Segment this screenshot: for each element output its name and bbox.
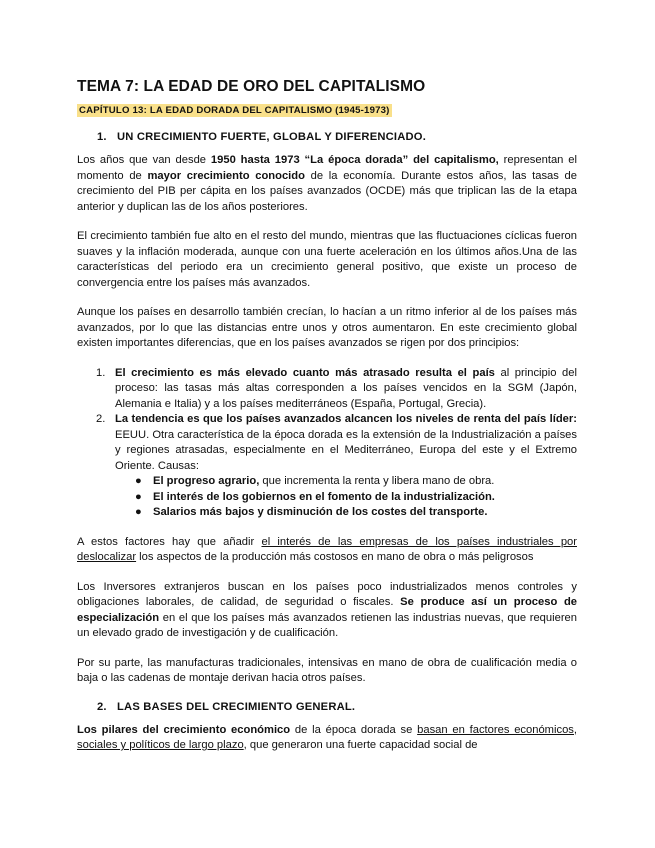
chapter-subtitle: CAPÍTULO 13: LA EDAD DORADA DEL CAPITALISMO (1945-1973)	[79, 105, 390, 116]
text-run: representan el momento de	[77, 154, 577, 182]
list-number: 1.	[96, 366, 106, 379]
section-title: UN CRECIMIENTO FUERTE, GLOBAL Y DIFERENCIADO.	[117, 131, 427, 143]
bold-run: Se produce así un proceso de especialización	[77, 596, 578, 624]
text-run: A estos factores hay que añadir	[77, 535, 262, 548]
document-title: TEMA 7: LA EDAD DE ORO DEL CAPITALISMO	[77, 78, 426, 95]
paragraph-2: El crecimiento también fue alto en el resto del mundo, mientras que las fluctuaciones cíclicas fueron suaves y la inflación moderada, aunque con una fuerte aceleración en los últimos años.Una de las características del periodo era un crecimiento general positivo, que existe un proceso de convergencia entre los países más avanzados.	[77, 230, 577, 289]
text-run: , que generaron una fuerte capacidad social de	[243, 739, 478, 751]
paragraph-4	[77, 535, 577, 566]
bold-run: 1950 hasta 1973 “La época dorada” del capitalismo,	[210, 154, 499, 166]
bullet-icon: ●	[135, 475, 142, 487]
paragraph-1	[77, 153, 577, 215]
bold-run: Salarios más bajos y disminución de los costes del transporte.	[153, 506, 488, 518]
paragraph-5	[77, 580, 577, 642]
section-title: LAS BASES DEL CRECIMIENTO GENERAL.	[117, 700, 356, 713]
underlined-run: el interés de las empresas de los países industriales por	[261, 535, 577, 548]
paragraph-7	[77, 723, 577, 754]
text-run: de la economía. Durante estos años, las tasas de crecimiento del PIB per cápita en los países avanzados (OCDE) más que triplican las de la etapa anterior y duplican las de los años posteriores.	[77, 169, 577, 213]
text-run: Los Inversores extranjeros buscan en los países poco industrializados menos controles y obligaciones laborales, de calidad, de seguridad o fiscales.	[77, 580, 577, 608]
bold-run: El interés de los gobiernos en el fomento de la industrialización.	[153, 490, 495, 503]
section-number: 2.	[97, 700, 107, 713]
text-run: de la época dorada se	[290, 723, 418, 736]
list-number: 2.	[96, 413, 106, 425]
principles-list	[77, 366, 577, 521]
bullet-icon: ●	[135, 506, 142, 518]
section-heading-2	[77, 701, 577, 713]
underlined-run: basan en factores económicos, sociales y políticos de largo plazo	[77, 723, 578, 751]
text-run: en el que los países más avanzados retienen las industrias nuevas, que requieren un elevado grado de investigación y de cualificación.	[77, 611, 577, 639]
bold-run: Los pilares del crecimiento económico	[77, 723, 291, 736]
paragraph-6: Por su parte, las manufacturas tradicionales, intensivas en mano de obra de cualificación media o baja o las cadenas de montaje derivan hacia otros países.	[77, 656, 577, 684]
text-run: Los años que van desde	[77, 154, 211, 166]
list-item	[77, 366, 577, 413]
text-run: EEUU. Otra característica de la época dorada es la extensión de la Industrialización a países y regiones atrasadas, especialmente en el Mediterráneo, Europa del este y el Extremo Oriente. Causas:	[115, 428, 577, 472]
bullet-item	[115, 490, 577, 506]
bold-run: mayor crecimiento conocido	[147, 169, 305, 182]
bullet-icon: ●	[135, 490, 142, 503]
text-run: al principio del proceso: las tasas más altas corresponden a los países vencidos en la SGM (Japón, Alemania e Italia) y a los países mediterráneos (España, Portugal, Grecia).	[115, 366, 577, 410]
bold-run: El progreso agrario,	[153, 475, 260, 487]
list-item	[77, 412, 577, 521]
text-run: los aspectos de la producción más costosos en mano de obra o más peligrosos	[136, 551, 534, 563]
underlined-run: deslocalizar	[77, 551, 137, 563]
bold-run: El crecimiento es más elevado cuanto más atrasado resulta el país	[115, 366, 495, 379]
text-run: que incrementa la renta y libera mano de obra.	[259, 475, 495, 487]
section-number: 1.	[97, 131, 107, 143]
section-heading-1	[77, 131, 577, 143]
bullet-item	[115, 474, 577, 490]
bold-run: La tendencia es que los países avanzados alcancen los niveles de renta del país líder:	[115, 413, 577, 425]
bullet-item	[115, 505, 577, 521]
paragraph-3: Aunque los países en desarrollo también crecían, lo hacían a un ritmo inferior al de los países más avanzados, por lo que las distancias entre unos y otros aumentaron. En este crecimiento global existen importantes diferencias, que en los países avanzados se rigen por dos principios:	[77, 306, 577, 349]
causes-list	[115, 474, 577, 521]
